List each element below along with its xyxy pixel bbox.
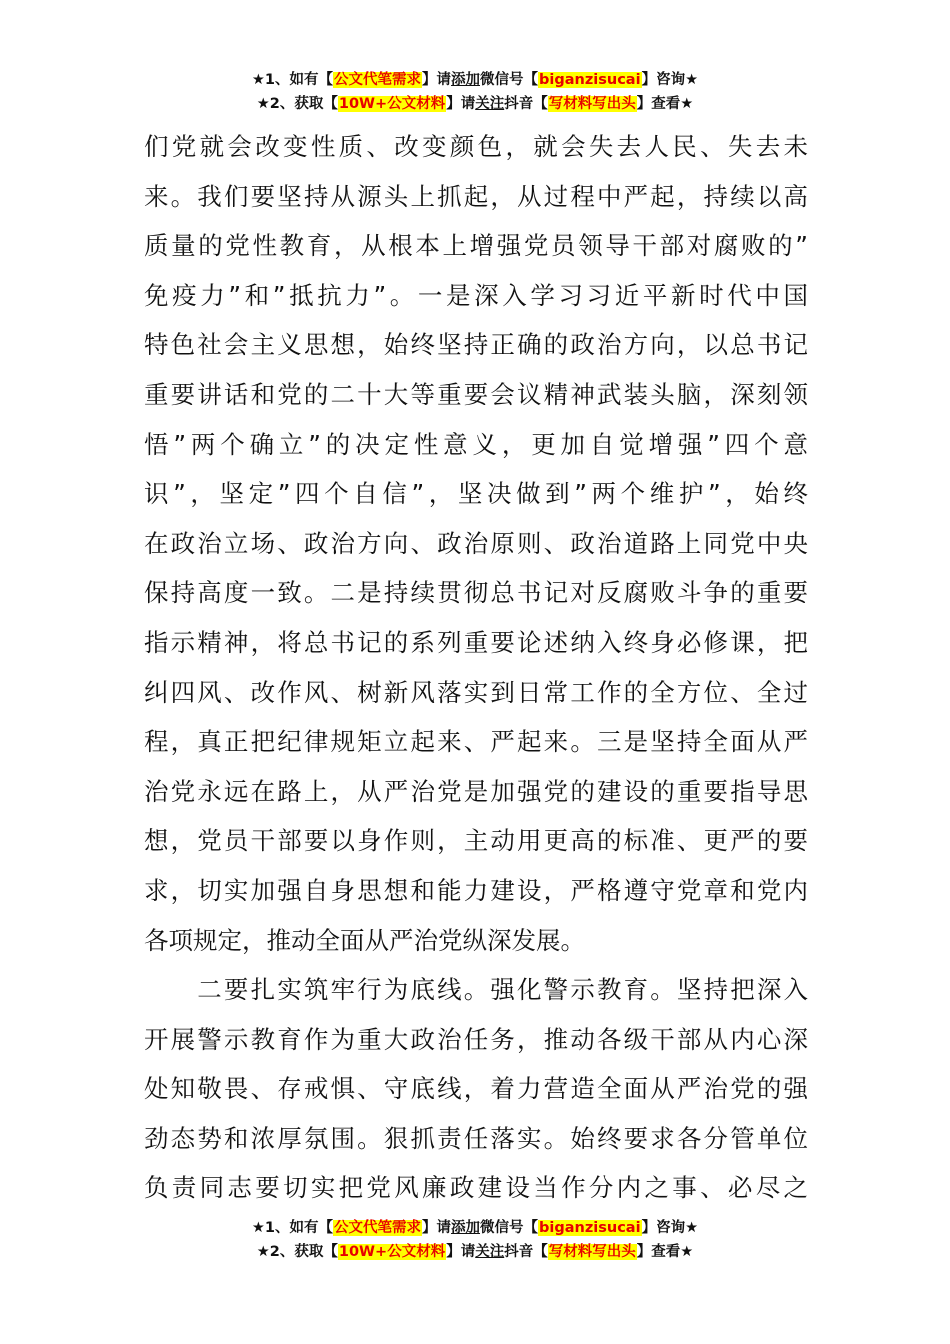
- header-l2-prefix: ★2、获取【: [256, 96, 338, 112]
- body-line: 治党永远在路上，从严治党是加强党的建设的重要指导思: [144, 776, 808, 806]
- footer-l2-prefix: ★2、获取【: [256, 1244, 338, 1260]
- body-line: 重要讲话和党的二十大等重要会议精神武装头脑，深刻领: [144, 379, 808, 409]
- footer-l1-underline-add: 添加: [451, 1220, 481, 1236]
- body-line: 开展警示教育作为重大政治任务，推动各级干部从内心深: [144, 1024, 808, 1054]
- body-line: 在政治立场、政治方向、政治原则、政治道路上同党中央: [144, 528, 808, 558]
- body-line: 程，真正把纪律规矩立起来、严起来。三是坚持全面从严: [144, 727, 808, 757]
- footer-l1-prefix: ★1、如有【: [251, 1220, 334, 1236]
- body-line: 处知敬畏、存戒惧、守底线，着力营造全面从严治党的强: [144, 1074, 808, 1104]
- header-banner: [0, 68, 950, 116]
- body-line: 纠四风、改作风、树新风落实到日常工作的全方位、全过: [144, 677, 808, 707]
- body-line-paragraph-end: 各项规定，推动全面从严治党纵深发展。: [144, 925, 585, 955]
- header-l1-prefix: ★1、如有【: [251, 72, 334, 88]
- body-line: 负责同志要切实把党风廉政建设当作分内之事、必尽之: [144, 1173, 808, 1203]
- header-l2-highlight-douyin-id: 写材料写出头: [548, 96, 636, 112]
- header-banner-line-2: [0, 92, 950, 116]
- footer-l2-text: 】请: [446, 1244, 476, 1260]
- footer-banner-line-1: [0, 1216, 950, 1240]
- header-l1-underline-add: 添加: [451, 72, 481, 88]
- footer-l2-suffix: 】查看★: [636, 1244, 694, 1260]
- body-line: 来。我们要坚持从源头上抓起，从过程中严起，持续以高: [144, 181, 808, 211]
- body-line-paragraph-start: 二要扎实筑牢行为底线。强化警示教育。坚持把深入: [144, 975, 808, 1005]
- header-l1-highlight-wechat-id: biganzisucai: [539, 72, 641, 88]
- header-l2-text-douyin: 抖音【: [504, 96, 548, 112]
- footer-banner: [0, 1216, 950, 1264]
- body-line: 们党就会改变性质、改变颜色，就会失去人民、失去未: [144, 132, 808, 161]
- body-line: 保持高度一致。二是持续贯彻总书记对反腐败斗争的重要: [144, 578, 808, 608]
- body-line: 质量的党性教育，从根本上增强党员领导干部对腐败的”: [144, 231, 808, 261]
- footer-l1-text-wechat: 微信号【: [480, 1220, 539, 1236]
- body-line: 劲态势和浓厚氛围。狠抓责任落实。始终要求各分管单位: [144, 1123, 808, 1153]
- body-line: 求，切实加强自身思想和能力建设，严格遵守党章和党内: [144, 875, 808, 905]
- footer-l2-highlight-douyin-id: 写材料写出头: [548, 1244, 636, 1260]
- footer-l1-text: 】请: [422, 1220, 452, 1236]
- header-l1-suffix: 】咨询★: [641, 72, 699, 88]
- header-l2-underline-follow: 关注: [475, 96, 505, 112]
- body-line: 免疫力”和”抵抗力”。一是深入学习习近平新时代中国: [144, 280, 808, 310]
- body-line: 想，党员干部要以身作则，主动用更高的标准、更严的要: [144, 826, 808, 856]
- header-l2-highlight-materials: 10W+公文材料: [338, 96, 446, 112]
- header-l1-text-wechat: 微信号【: [480, 72, 539, 88]
- footer-l1-suffix: 】咨询★: [641, 1220, 699, 1236]
- footer-l2-highlight-materials: 10W+公文材料: [338, 1244, 446, 1260]
- footer-l1-highlight-wechat-id: biganzisucai: [539, 1220, 641, 1236]
- header-l2-text: 】请: [446, 96, 476, 112]
- footer-banner-line-2: [0, 1240, 950, 1264]
- header-l1-text: 】请: [422, 72, 452, 88]
- header-banner-line-1: [0, 68, 950, 92]
- footer-l2-text-douyin: 抖音【: [504, 1244, 548, 1260]
- footer-l1-highlight-ghostwriting: 公文代笔需求: [334, 1220, 422, 1236]
- document-body: [144, 122, 808, 1213]
- header-l2-suffix: 】查看★: [636, 96, 694, 112]
- footer-l2-underline-follow: 关注: [475, 1244, 505, 1260]
- body-line: 识”，坚定”四个自信”，坚决做到”两个维护”，始终: [144, 479, 808, 509]
- body-line: 指示精神，将总书记的系列重要论述纳入终身必修课，把: [144, 627, 808, 657]
- body-line: 特色社会主义思想，始终坚持正确的政治方向，以总书记: [144, 330, 808, 360]
- body-line: 悟”两个确立”的决定性意义，更加自觉增强”四个意: [144, 429, 808, 459]
- header-l1-highlight-ghostwriting: 公文代笔需求: [334, 72, 422, 88]
